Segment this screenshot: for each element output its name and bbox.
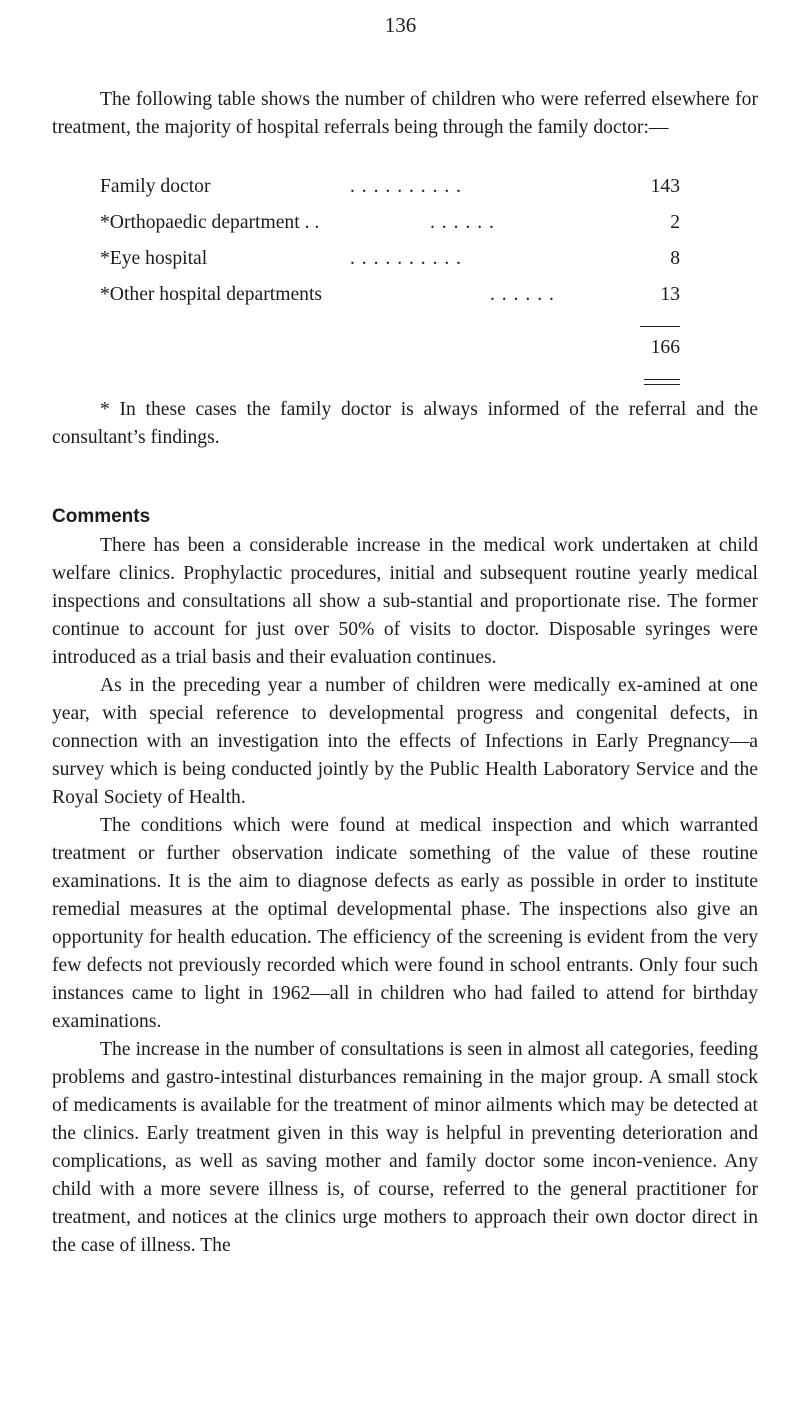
page-number: 136 [384,13,417,37]
row-label: Family doctor [100,176,211,197]
footnote [52,396,758,452]
row-label: *Other hospital departments [100,284,323,305]
row-value: 143 [650,176,680,197]
paragraph: There has been a considerable increase in the medical work undertaken at child welfare clinics. Prophylactic procedures, initial and subsequent routine yearly medical inspections and consultations all show a sub-stantial and proportionate rise. The former continue to account for just over 50% of visits to doctor. Disposable syringes were introduced as a trial basis and their evaluation continues. [52,535,758,668]
row-leader-dots: . . . . . . . . . . [350,248,463,269]
table-row [100,277,720,313]
total-rule [640,326,680,327]
footnote-text: * In these cases the family doctor is always informed of the referral and the consultant’s findings. [52,399,758,448]
comments-section [52,532,758,1260]
paragraph: As in the preceding year a number of children were medically ex-amined at one year, with special reference to developmental progress and congenital defects, in connection with an investigation into the effects of Infections in Early Pregnancy—a survey which is being conducted jointly by the Public Health Laboratory Service and the Royal Society of Health. [52,675,758,808]
row-leader-dots: . . . . . . [430,212,495,233]
paragraph: The increase in the number of consultations is seen in almost all categories, feeding problems and gastro-intestinal disturbances remaining in the major group. A small stock of medicaments is available for the treatment of minor ailments which may be detected at the clinics. Early treatment given in this way is helpful in preventing deterioration and complications, as well as saving mother and family doctor some incon-venience. Any child with a more severe illness is, of course, referred to the general practitioner for treatment, and notices at the clinics urge mothers to approach their own doctor direct in the case of illness. The [52,1039,758,1256]
row-label: *Eye hospital [100,248,208,269]
table-row [100,169,720,205]
row-value: 2 [670,212,680,233]
total-double-rule [644,379,680,385]
table-row [100,241,720,277]
row-leader-dots: . . . . . . . . . . [350,176,463,197]
referrals-table [100,169,720,313]
table-row [100,205,720,241]
table-total: 166 [650,337,680,358]
comments-heading: Comments [52,506,151,527]
intro-text: The following table shows the number of children who were referred elsewhere for treatment, the majority of hospital referrals being through the family doctor:— [52,89,758,138]
row-leader-dots: . . . . . . [490,284,555,305]
row-value: 8 [670,248,680,269]
row-label: *Orthopaedic department . . [100,212,320,233]
paragraph: The conditions which were found at medical inspection and which warranted treatment or further observation indicate something of the value of these routine examinations. It is the aim to diagnose defects as early as possible in order to institute remedial measures at the optimal developmental phase. The inspections also give an opportunity for health education. The efficiency of the screening is evident from the very few defects not previously recorded which were found in school entrants. Only four such instances came to light in 1962—all in children who had failed to attend for birthday examinations. [52,815,758,1032]
intro-paragraph [52,86,758,142]
row-value: 13 [660,284,680,305]
